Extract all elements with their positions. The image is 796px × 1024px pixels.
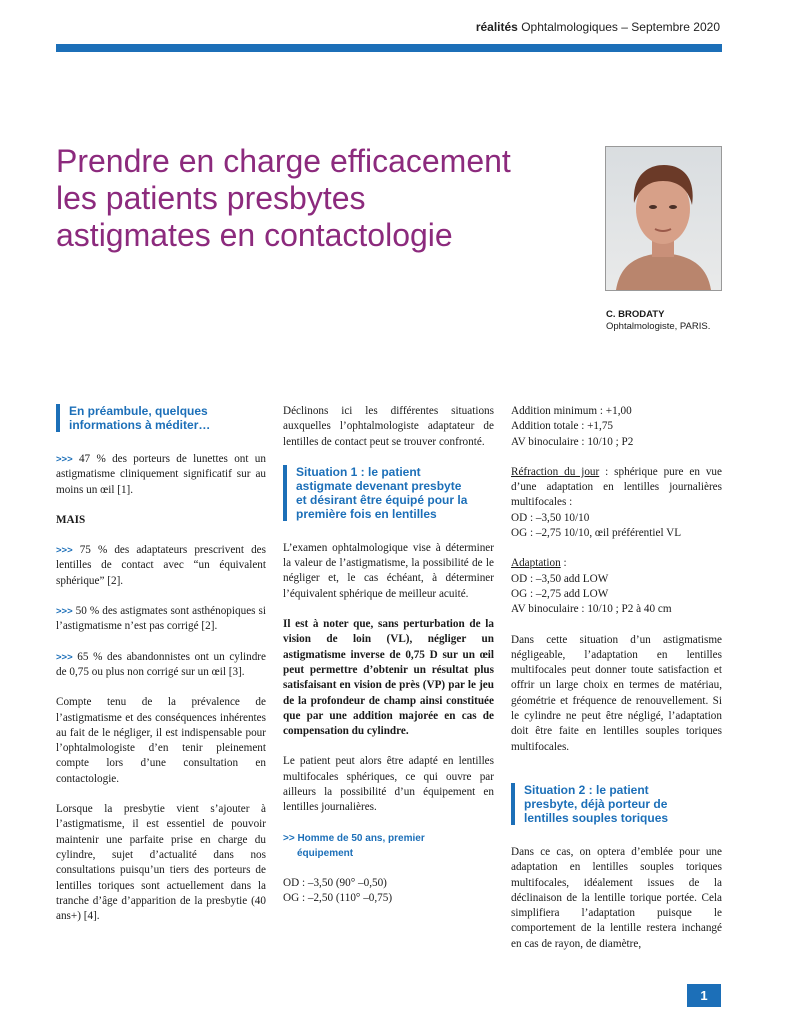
refraction-od: OD : –3,50 (90° –0,50): [283, 876, 387, 889]
adaptation-heading: [511, 556, 722, 571]
paragraph: Dans ce cas, on optera d’emblée pour une adaptation en lentilles souples toriques multifocales, idéalement issues de la déclinaison de la lentille torique portée. Cela simplifiera l’adaptation puisque le comportement de la lentille restera inchangé en cas de rayon, de diamètre,: [511, 845, 722, 950]
addition-line: AV binoculaire : 10/10 ; P2: [511, 435, 634, 448]
heading-line: Situation 2 : le patient: [524, 782, 649, 797]
paragraph-text: 65 % des abandonnistes ont un cylindre de 0,75 ou plus non corrigé sur un œil [3].: [56, 650, 266, 678]
case-heading-line: >> Homme de 50 ans, premier: [283, 832, 425, 844]
paragraph: [511, 465, 722, 511]
adaptation-colon: :: [560, 557, 567, 570]
paragraph: [56, 452, 266, 498]
paragraph: Déclinons ici les différentes situations auxquelles l’ophtalmologiste adaptateur de lentilles de contact peut se trouver confronté.: [283, 405, 494, 448]
title-line: astigmates en contactologie: [56, 217, 453, 253]
title-line: les patients presbytes: [56, 180, 366, 216]
paragraph: [56, 543, 266, 589]
section-heading: [56, 404, 266, 432]
refraction-label: Réfraction du jour: [511, 465, 600, 478]
mais-label: MAIS: [56, 513, 86, 526]
title-line: Prendre en charge efficacement: [56, 143, 511, 179]
adaptation-line: OG : –2,75 add LOW: [511, 587, 609, 600]
case-heading: [283, 831, 494, 861]
paragraph-text: : sphérique pure en vue d’une adaptation en lentilles journalières multifocales :: [511, 465, 722, 509]
paragraph: L’examen ophtalmologique vise à déterminer la valeur de l’astigmatisme, la possibilité de le négliger et, le cas échéant, à déterminer l’équivalent sphérique de meilleur acuité.: [283, 541, 494, 600]
column-2: [283, 404, 494, 906]
heading-line: informations à méditer…: [69, 418, 211, 432]
refraction-line: OG : –2,75 10/10, œil préférentiel VL: [511, 527, 682, 540]
paragraph: [56, 650, 266, 681]
column-3: [511, 404, 722, 967]
heading-line: astigmate devenant presbyte: [296, 478, 462, 493]
paragraph: [56, 604, 266, 635]
bullet-marker: >>>: [56, 606, 73, 618]
addition-line: Addition minimum : +1,00: [511, 405, 632, 417]
header-rule: [56, 44, 722, 52]
paragraph-text: 75 % des adaptateurs prescrivent des lentilles de contact avec “un équivalent sphérique” [2].: [56, 544, 266, 587]
section-heading-situation-1: [283, 465, 494, 521]
adaptation-line: AV binoculaire : 10/10 ; P2 à 40 cm: [511, 603, 672, 616]
adaptation-label: Adaptation: [511, 557, 561, 570]
journal-issue: Ophtalmologiques – Septembre 2020: [517, 20, 720, 34]
adaptation-line: OD : –3,50 add LOW: [511, 572, 609, 585]
author-photo: [605, 146, 722, 291]
journal-name: réalités: [475, 20, 518, 34]
portrait-illustration: [606, 147, 721, 290]
author-block: [606, 309, 710, 333]
section-heading-situation-2: [511, 783, 722, 825]
paragraph: Lorsque la presbytie vient s’ajouter à l’astigmatisme, il est essentiel de pouvoir maintenir une parfaite prise en charge du cylindre, sujet d’actualité dans nos consultations puisqu’un tiers des porteurs de lentilles toriques sont actuellement dans la tranche d’âge d’apparition de la presbytie (40 ans+) [4].: [56, 803, 266, 923]
paragraph: Compte tenu de la prévalence de l’astigmatisme et des conséquences inhérentes au fait de le négliger, il est indispensable pour l’ophtalmologiste d’en tenir pleinement compte lors d’une consultation en contactologie.: [56, 696, 266, 785]
author-name: C. BRODATY: [606, 309, 665, 320]
paragraph-bold: Il est à noter que, sans perturbation de la vision de loin (VL), négliger un astigmatisme inverse de 0,75 D sur un œil peut permettre d’obtenir un résultat plus satisfaisant en vision de près (VP) par le jeu de la profondeur de champ ainsi constituée que par une addition majorée en cas de compensation du cylindre.: [283, 618, 494, 738]
column-1: [56, 404, 266, 939]
heading-line: presbyte, déjà porteur de: [524, 796, 668, 811]
heading-line: Situation 1 : le patient: [296, 464, 421, 479]
heading-line: En préambule, quelques: [69, 404, 208, 418]
bullet-marker: >>>: [56, 651, 73, 663]
heading-line: et désirant être équipé pour la: [296, 492, 468, 507]
refraction-og: OG : –2,50 (110° –0,75): [283, 891, 393, 904]
page-number: 1: [687, 984, 721, 1007]
heading-line: première fois en lentilles: [296, 506, 437, 521]
addition-line: Addition totale : +1,75: [511, 420, 614, 433]
paragraph-text: 50 % des astigmates sont asthénopiques si l’astigmatisme n’est pas corrigé [2].: [56, 605, 266, 633]
paragraph: Dans cette situation d’un astigmatisme négligeable, l’adaptation en lentilles multifocales peut donner toute satisfaction et offrir un large choix en termes de matériau, géométrie et fréquence de renouvellement. Si le cylindre ne peut être négligé, l’adaptation doit être faite en lentilles souples toriques multifocales.: [511, 633, 722, 753]
paragraph: Le patient peut alors être adapté en lentilles multifocales sphériques, ce qui ouvre par ailleurs la possibilité d’un équipement en lentilles journalières.: [283, 755, 494, 814]
bullet-marker: >>>: [56, 545, 73, 557]
heading-line: lentilles souples toriques: [524, 810, 669, 825]
case-heading-line: équipement: [297, 847, 354, 859]
author-affiliation: Ophtalmologiste, PARIS.: [606, 321, 711, 332]
running-header: [476, 20, 720, 34]
bullet-marker: >>>: [56, 454, 73, 465]
paragraph-text: 47 % des porteurs de lunettes ont un astigmatisme cliniquement significatif sur au moins un œil [1].: [56, 453, 266, 496]
article-title: [56, 143, 596, 254]
refraction-line: OD : –3,50 10/10: [511, 511, 590, 524]
